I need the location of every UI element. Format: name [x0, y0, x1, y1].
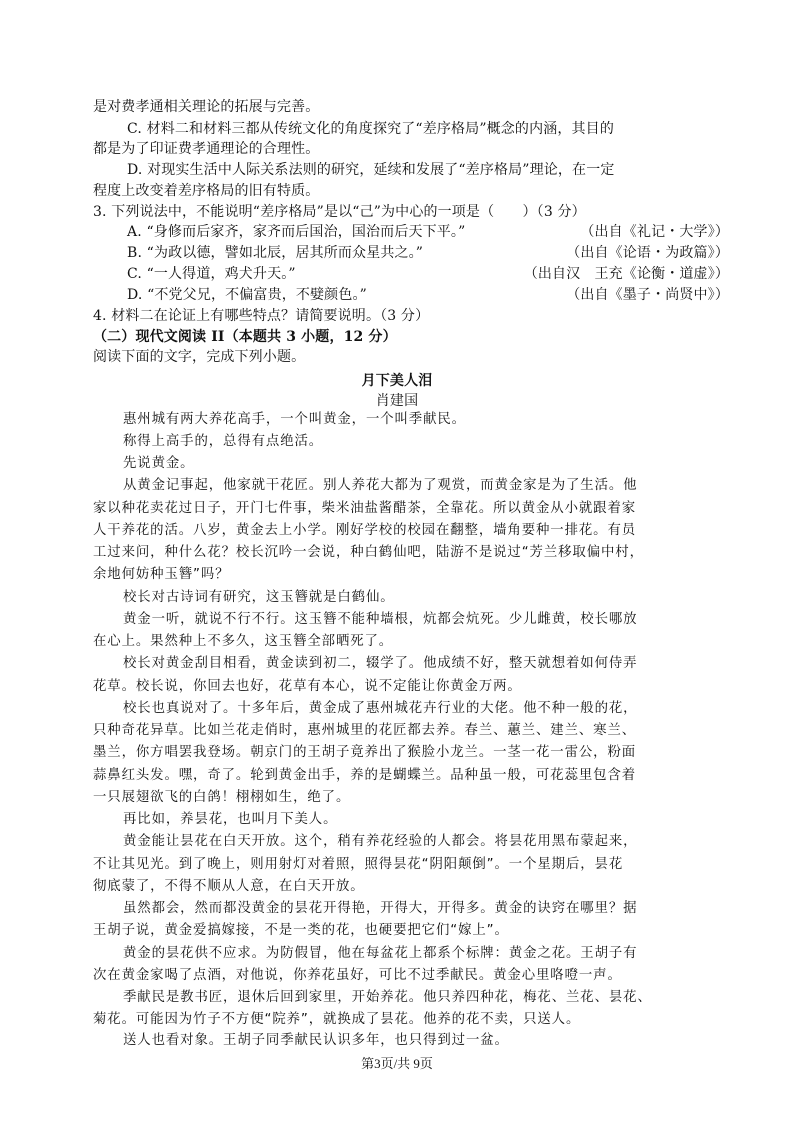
- option-source: （出自《墨子・尚贤中》）: [566, 287, 729, 303]
- option-text: C. “一人得道，鸡犬升天。”: [127, 266, 296, 282]
- story-line: 不让其见光。到了晚上，则用射灯对着照，照得昙花“阴阳颠倒”。一个星期后，昙花: [93, 857, 624, 872]
- text-line: 程度上改变着差序格局的旧有特质。: [93, 183, 320, 199]
- story-line: 黄金的昙花供不应求。为防假冒，他在每盆花上都系个标牌：黄金之花。王胡子有: [123, 946, 638, 961]
- story-line: 校长对古诗词有研究，这玉簪就是白鹤仙。: [123, 590, 395, 605]
- story-line: 校长对黄金刮目相看，黄金读到初二，辍学了。他成绩不好，整天就想着如何侍弄: [123, 656, 638, 671]
- option-source: （出自《论语・为政篇》）: [566, 245, 729, 261]
- story-author: 肖建国: [375, 393, 419, 409]
- option-text: A. “身修而后家齐，家齐而后国治，国治而后天下平。”: [127, 224, 466, 240]
- story-line: 季献民是教书匠，退休后回到家里，开始养花。他只养四种花，梅花、兰花、昙花、: [123, 990, 652, 1005]
- story-line: 蒜鼻红头发。嘿，奇了。轮到黄金出手，养的是蝴蝶兰。品种虽一般，可花蕊里包含着: [93, 768, 637, 783]
- story-line: 惠州城有两大养花高手，一个叫黄金，一个叫季献民。: [123, 412, 466, 427]
- story-line: 校长也真说对了。十多年后，黄金成了惠州城花卉行业的大佬。他不种一般的花，: [123, 701, 638, 716]
- story-line: 彻底蒙了，不得不顺从人意，在白天开放。: [93, 879, 365, 894]
- instruction: 阅读下面的文字，完成下列小题。: [93, 349, 306, 365]
- story-line: 王胡子说，黄金爱搞嫁接，不是一类的花，也硬要把它们“嫁上”。: [93, 923, 509, 938]
- text-line: C. 材料二和材料三都从传统文化的角度探究了“差序格局”概念的内涵，其目的: [127, 121, 614, 137]
- story-line: 花草。校长说，你回去也好，花草有本心，说不定能让你黄金万两。: [93, 679, 522, 694]
- story-title: 月下美人泪: [361, 373, 433, 389]
- story-line: 工过来问，种什么花？校长沉吟一会说，种白鹤仙吧，陆游不是说过“芳兰移取偏中村，: [93, 545, 644, 560]
- option-source: （出自汉 王充《论衡・道虚》）: [523, 266, 729, 282]
- story-line: 送人也看对象。王胡子同季献民认识多年，也只得到过一盆。: [123, 1033, 509, 1048]
- story-line: 只种奇花异草。比如兰花走俏时，惠州城里的花匠都去养。春兰、蕙兰、建兰、寒兰、: [93, 723, 637, 738]
- text-line: 是对费孝通相关理论的拓展与完善。: [93, 99, 320, 115]
- option-text: D. “不党父兄，不偏富贵，不嬖颜色。”: [127, 287, 367, 303]
- story-line: 余地何妨种玉簪”吗？: [93, 567, 230, 582]
- section-heading: （二）现代文阅读 II（本题共 3 小题，12 分）: [93, 329, 397, 345]
- question-3-option-a: [127, 222, 737, 242]
- text-line: D. 对现实生活中人际关系法则的研究，延续和发展了“差序格局”理论，在一定: [127, 162, 615, 178]
- page-footer: 第3页/共 9页: [361, 1056, 433, 1071]
- story-line: 人干养花的活。八岁，黄金去上小学。刚好学校的校园在翻整，墙角要种一排花。有员: [93, 523, 637, 538]
- story-line: 在心上。果然种上不多久，这玉簪全部晒死了。: [93, 634, 394, 649]
- story-line: 家以种花卖花过日子，开门七件事，柴米油盐酱醋茶，全靠花。所以黄金从小就跟着家: [93, 501, 637, 516]
- story-line: 虽然都会，然而都没黄金的昙花开得艳，开得大，开得多。黄金的诀窍在哪里？据: [123, 901, 638, 916]
- question-3-stem: 3. 下列说法中，不能说明“差序格局”是以“己”为中心的一项是（ ）（3 分）: [93, 204, 586, 220]
- question-3-option-d: [127, 285, 737, 305]
- story-line: 黄金一听，就说不行不行。这玉簪不能种墙根，炕都会炕死。少儿雌黄，校长哪放: [123, 612, 638, 627]
- story-line: 菊花。可能因为竹子不方便“院养”，就换成了昙花。他养的花不卖，只送人。: [93, 1012, 581, 1027]
- question-3-option-b: [127, 243, 737, 263]
- question-3-option-c: [127, 264, 737, 284]
- story-line: 墨兰，你方唱罢我登场。朝京门的王胡子竟养出了猴脸小龙兰。一茎一花一雷公，粉面: [93, 745, 637, 760]
- option-text: B. “为政以德，譬如北辰，居其所而众星共之。”: [127, 245, 424, 261]
- story-line: 称得上高手的，总得有点绝活。: [123, 434, 324, 449]
- text-line: 都是为了印证费孝通理论的合理性。: [93, 141, 320, 157]
- option-source: （出自《礼记・大学》）: [580, 224, 729, 240]
- story-line: 黄金能让昙花在白天开放。这个，稍有养花经验的人都会。将昙花用黑布蒙起来，: [123, 834, 638, 849]
- story-line: 次在黄金家喝了点酒，对他说，你养花虽好，可比不过季献民。黄金心里咯噔一声。: [93, 968, 622, 983]
- question-4: 4. 材料二在论证上有哪些特点？请简要说明。（3 分）: [93, 308, 430, 324]
- story-line: 先说黄金。: [123, 456, 195, 471]
- story-line: 再比如，养昙花，也叫月下美人。: [123, 812, 338, 827]
- story-line: 从黄金记事起，他家就干花匠。别人养花大都为了观赏，而黄金家是为了生活。他: [123, 478, 638, 493]
- story-line: 一只展翅欲飞的白鸽！栩栩如生，绝了。: [93, 790, 351, 805]
